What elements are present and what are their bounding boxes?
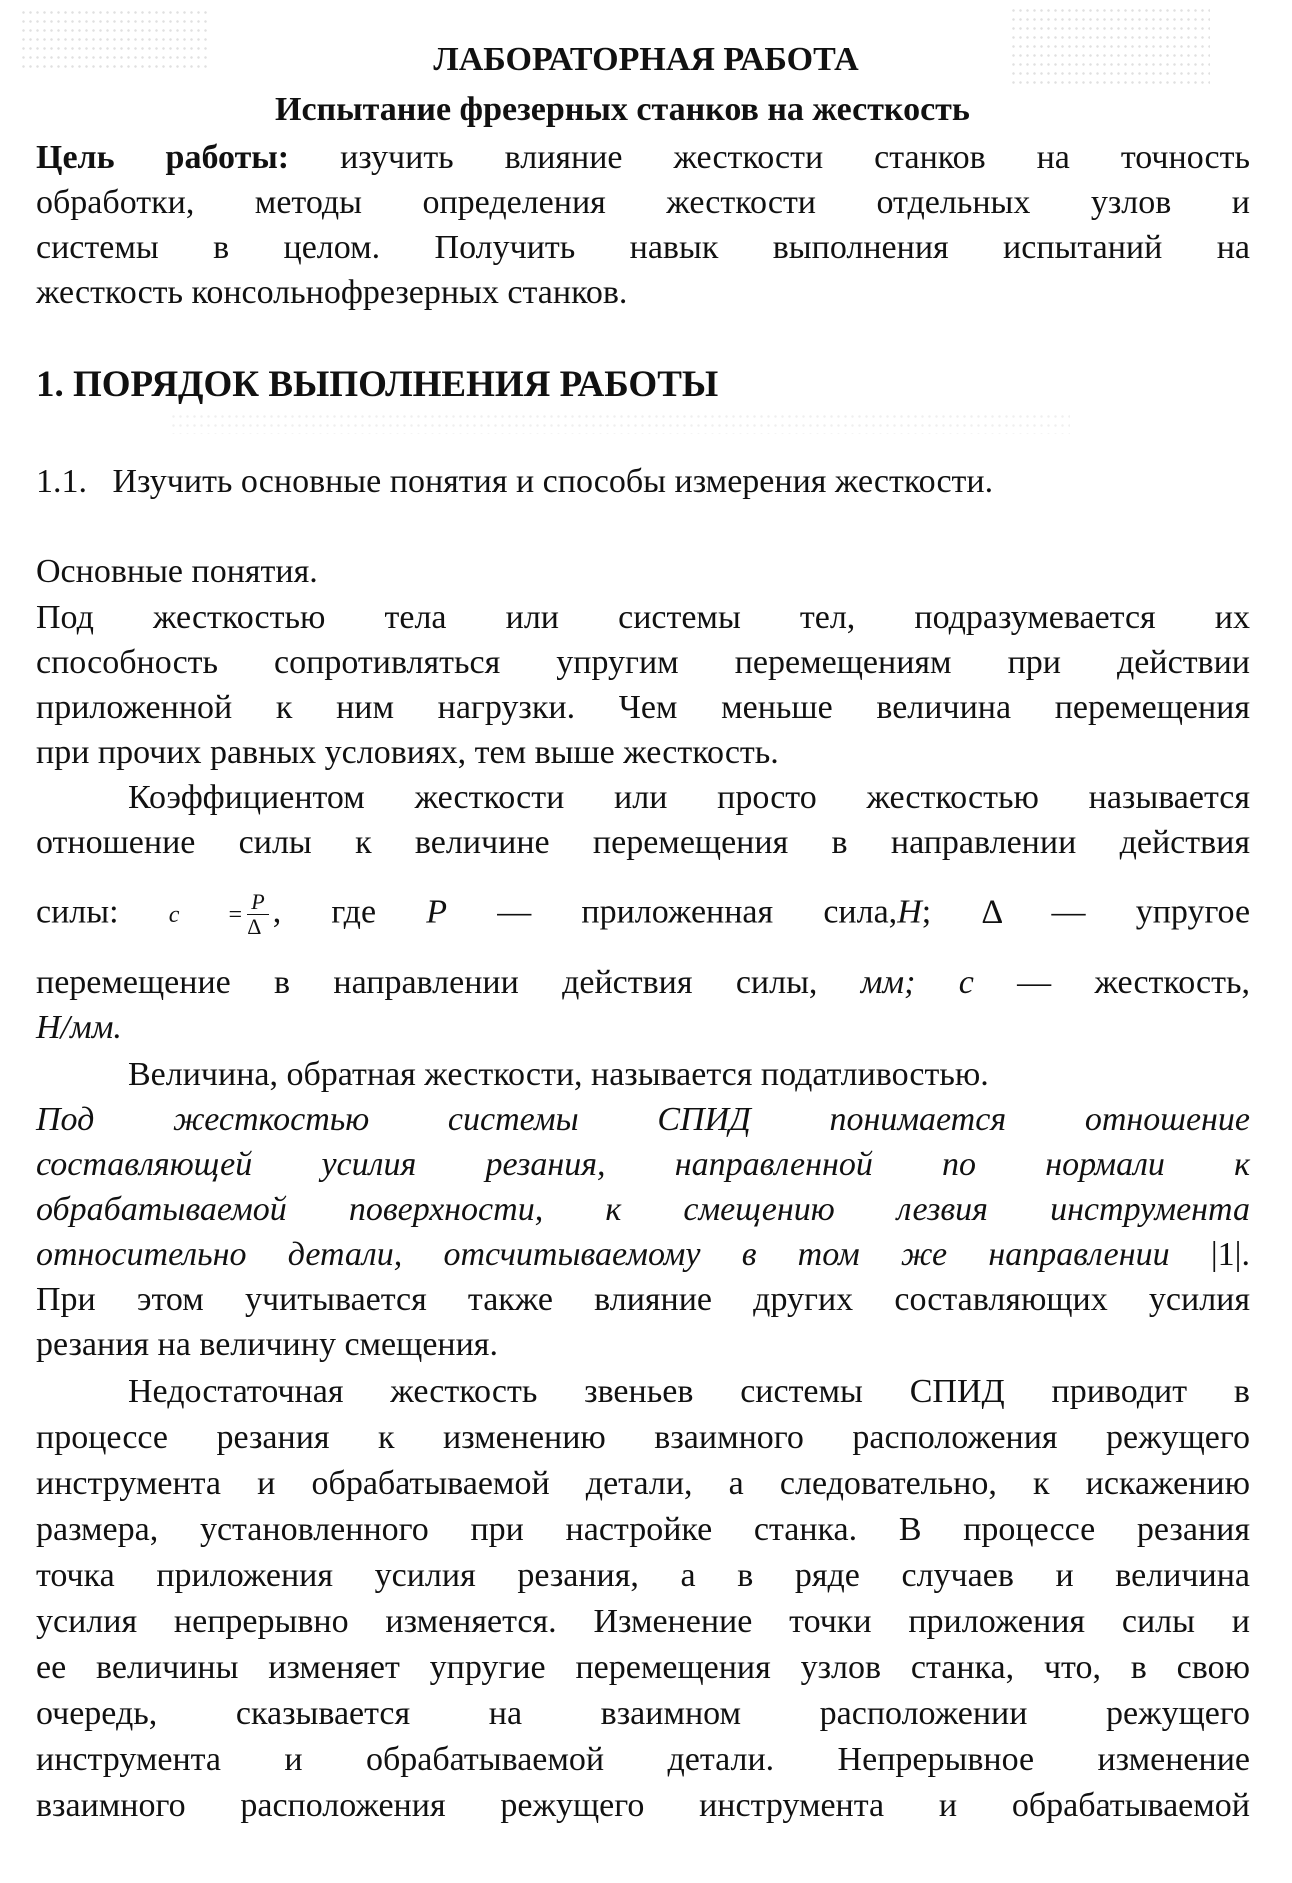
p2-line-3: силы: c = $\frac{P}{\Delta}$ , где P — приложенная сила,Н; Δ — упругое [36, 889, 1251, 939]
p2-line-1: Коэффициентом жесткости или просто жесткостью называется [128, 779, 1250, 816]
goal-line-3: системы в целом. Получить навык выполнения испытаний на [36, 229, 1250, 266]
section-heading: 1. ПОРЯДОК ВЫПОЛНЕНИЯ РАБОТЫ [36, 364, 719, 405]
goal-label: Цель работы: [36, 139, 290, 176]
goal-line-2: обработки, методы определения жесткости отдельных узлов и [36, 184, 1250, 221]
p1-line-1: Под жесткостью тела или системы тел, подразумевается их [36, 599, 1250, 636]
p2-line-2: отношение силы к величине перемещения в направлении действия [36, 824, 1250, 861]
reference: |1|. [1210, 1236, 1250, 1273]
p1-line-3: приложенной к ним нагрузки. Чем меньше величина перемещения [36, 689, 1250, 726]
p5-line-5: точка приложения усилия резания, а в ряде случаев и величина [36, 1557, 1250, 1594]
item-text: Изучить основные понятия и способы измерения жесткости. [112, 463, 994, 500]
italic-line-3: обрабатываемой поверхности, к смещению лезвия инструмента [36, 1191, 1250, 1228]
p3-line: Величина, обратная жесткости, называется податливостью. [128, 1056, 989, 1093]
p5-line-8: очередь, сказывается на взаимном расположении режущего [36, 1695, 1250, 1732]
document-title: ЛАБОРАТОРНАЯ РАБОТА [433, 41, 859, 78]
item-number: 1.1. [36, 463, 87, 500]
p2-line-4: перемещение в направлении действия силы, мм; c — жесткость, [36, 964, 1251, 1001]
goal-line-4: жесткость консольнофрезерных станков. [36, 274, 628, 311]
italic-line-2: составляющей усилия резания, направленной по нормали к [36, 1146, 1250, 1183]
p2-line-5: Н/мм. [36, 1009, 122, 1046]
p1-line-2: способность сопротивляться упругим перемещениям при действии [36, 644, 1250, 681]
p5-line-9: инструмента и обрабатываемой детали. Непрерывное изменение [36, 1741, 1250, 1778]
goal-line-1: Цель работы: изучить влияние жесткости станков на точность [36, 139, 1250, 176]
p5-line-6: усилия непрерывно изменяется. Изменение точки приложения силы и [36, 1603, 1250, 1640]
italic-line-1: Под жесткостью системы СПИД понимается отношение [36, 1101, 1250, 1138]
formula-fraction: $\frac{P}{\Delta}$ [247, 890, 268, 939]
document-subtitle: Испытание фрезерных станков на жесткость [275, 91, 970, 128]
p4-line-2: резания на величину смещения. [36, 1326, 498, 1363]
p1-line-4: при прочих равных условиях, тем выше жесткость. [36, 734, 779, 771]
p5-line-1: Недостаточная жесткость звеньев системы СПИД приводит в [128, 1373, 1250, 1410]
p5-line-4: размера, установленного при настройке станка. В процессе резания [36, 1511, 1250, 1548]
italic-line-4: относительно детали, отсчитываемому в том же направлении |1|. [36, 1236, 1250, 1273]
p5-line-10: взаимного расположения режущего инструмента и обрабатываемой [36, 1787, 1250, 1824]
p5-line-7: ее величины изменяет упругие перемещения узлов станка, что, в свою [36, 1649, 1250, 1686]
basic-concepts: Основные понятия. [36, 553, 318, 590]
scan-noise-mid [170, 412, 1070, 434]
p5-line-3: инструмента и обрабатываемой детали, а следовательно, к искажению [36, 1465, 1250, 1502]
p4-line-1: При этом учитывается также влияние других составляющих усилия [36, 1281, 1250, 1318]
item-1-1 [36, 462, 1250, 502]
formula: c = $\frac{P}{\Delta}$ , [168, 889, 282, 939]
p5-line-2: процессе резания к изменению взаимного расположения режущего [36, 1419, 1250, 1456]
